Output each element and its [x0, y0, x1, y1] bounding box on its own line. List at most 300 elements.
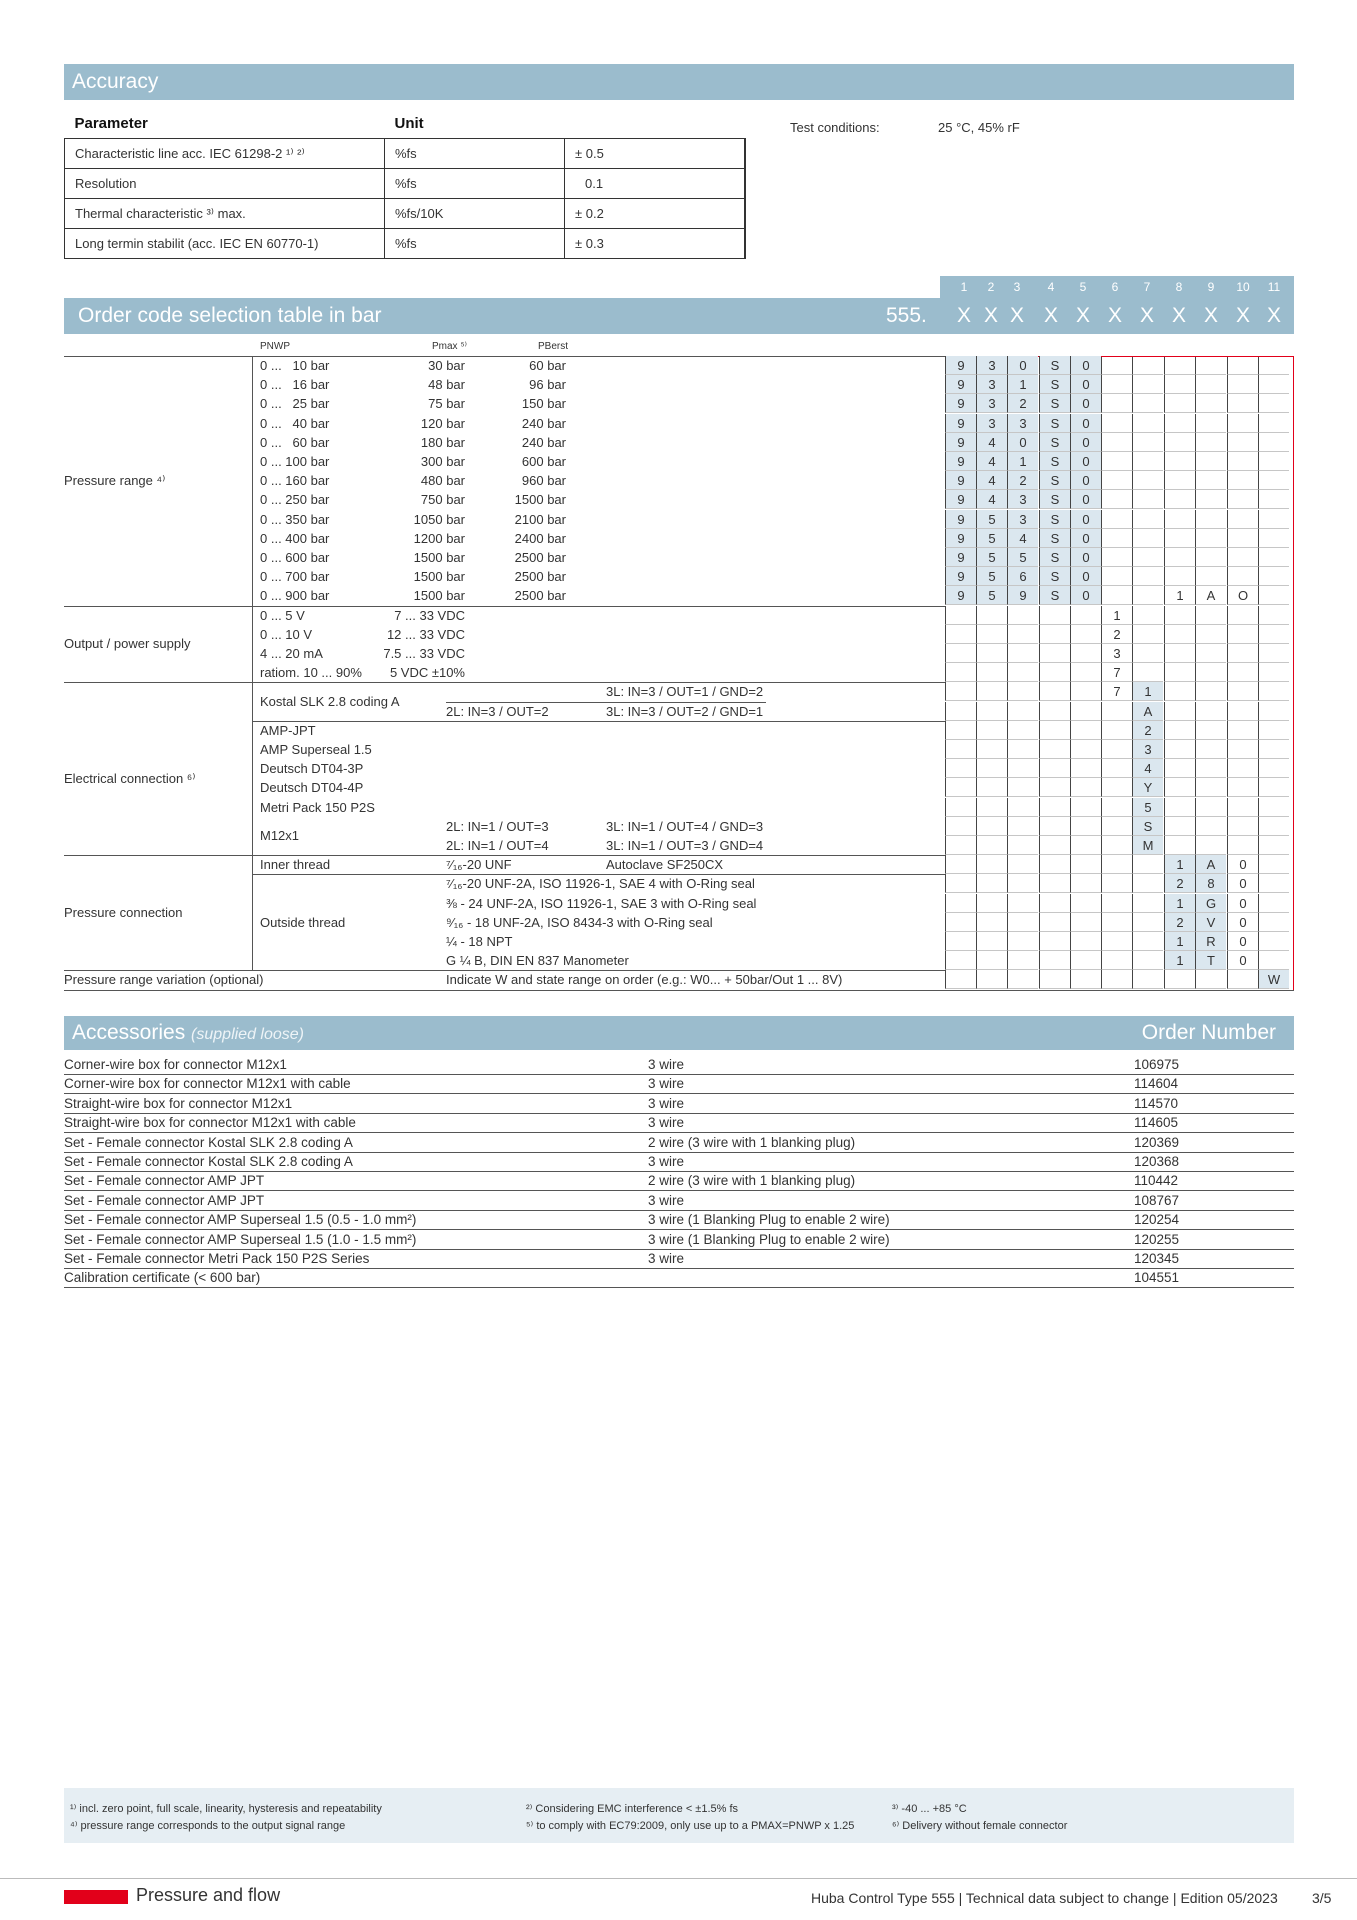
grid-cell-empty	[1039, 663, 1070, 682]
grid-cell-empty	[1101, 759, 1132, 778]
code-position-11: 11	[1259, 276, 1289, 298]
grid-cell-empty	[1070, 682, 1101, 701]
code-cell: 0	[1227, 894, 1258, 913]
kostal-2l: 2L: IN=3 / OUT=2	[446, 703, 549, 719]
grid-cell-empty	[1195, 798, 1226, 817]
accessory-row	[64, 1133, 1294, 1153]
grid-cell-empty	[945, 836, 976, 855]
code-cell: 4	[976, 452, 1007, 471]
code-cell: A	[1132, 702, 1163, 721]
accessory-order-number: 120254	[1134, 1212, 1180, 1228]
code-cell: 1	[1164, 951, 1195, 970]
accessory-name: Calibration certificate (< 600 bar)	[64, 1270, 261, 1286]
code-cell: 9	[945, 433, 976, 452]
pressure-range-value: 0 ... 250 bar	[260, 492, 330, 508]
accessories-header-bar	[64, 1016, 1294, 1050]
grid-cell-empty	[1227, 663, 1258, 682]
grid-cell-empty	[1164, 663, 1195, 682]
grid-cell-empty	[945, 817, 976, 836]
order-number-heading: Order Number	[1141, 1021, 1276, 1044]
code-cell: 9	[945, 510, 976, 529]
grid-cell-empty	[1164, 548, 1195, 567]
pressure-range-value: 0 ... 25 bar	[260, 396, 330, 412]
grid-cell-empty	[1227, 510, 1258, 529]
grid-cell-empty	[1195, 702, 1226, 721]
accessory-wire: 3 wire	[648, 1095, 685, 1111]
electrical-connection-label: Electrical connection ⁶⁾	[64, 770, 196, 786]
code-cell: 0	[1227, 874, 1258, 893]
grid-cell-empty	[1164, 394, 1195, 413]
grid-cell-empty	[1007, 721, 1038, 740]
grid-cell-empty	[1258, 759, 1289, 778]
grid-cell-empty	[945, 625, 976, 644]
grid-cell-empty	[1164, 490, 1195, 509]
code-cell: S	[1039, 567, 1070, 586]
code-cell: 0	[1070, 414, 1101, 433]
code-cell: 1	[1164, 586, 1195, 605]
code-cell: 0	[1070, 471, 1101, 490]
code-cell: O	[1227, 586, 1258, 605]
footnote-6: ⁶⁾ Delivery without female connector	[892, 1820, 1068, 1832]
accessories-subtitle: (supplied loose)	[191, 1026, 304, 1043]
grid-cell-empty	[945, 970, 976, 989]
pmax-value: 180 bar	[420, 434, 465, 450]
grid-cell-empty	[1258, 644, 1289, 663]
code-placeholder-x: X	[1139, 304, 1154, 327]
pressure-range-value: 0 ... 100 bar	[260, 454, 330, 469]
grid-cell-empty	[1227, 721, 1258, 740]
code-cell: 9	[945, 586, 976, 605]
grid-cell-empty	[1007, 970, 1038, 989]
accessory-name: Set - Female connector AMP Superseal 1.5 (1.0 - 1.5 mm²)	[64, 1231, 417, 1247]
grid-cell-empty	[976, 682, 1007, 701]
code-placeholder-x: X	[956, 304, 971, 327]
accessory-order-number: 114604	[1134, 1076, 1179, 1092]
pmax-value: 30 bar	[428, 358, 465, 373]
grid-cell-empty	[1039, 740, 1070, 759]
grid-cell-empty	[976, 874, 1007, 893]
grid-cell-empty	[1164, 356, 1195, 375]
grid-cell-empty	[1164, 375, 1195, 394]
grid-cell-empty	[1101, 913, 1132, 932]
grid-cell-empty	[1195, 778, 1226, 797]
grid-cell-empty	[1007, 836, 1038, 855]
thread-spec: G ¼ B, DIN EN 837 Manometer	[446, 953, 629, 969]
power-supply: 7.5 ... 33 VDC	[383, 646, 465, 661]
pmax-value: 750 bar	[420, 492, 465, 508]
code-cell: 0	[1070, 490, 1101, 509]
code-cell: 3	[1007, 414, 1038, 433]
grid-cell-empty	[1164, 606, 1195, 625]
output-signal: 0 ... 5 V	[260, 607, 305, 623]
grid-cell-empty	[945, 778, 976, 797]
code-cell: 5	[976, 586, 1007, 605]
grid-cell-empty	[1007, 913, 1038, 932]
grid-cell-empty	[1007, 606, 1038, 625]
code-cell: S	[1039, 529, 1070, 548]
grid-cell-empty	[1195, 510, 1226, 529]
grid-cell-empty	[1132, 606, 1163, 625]
accessory-order-number: 106975	[1134, 1057, 1180, 1072]
grid-cell-empty	[1195, 759, 1226, 778]
code-cell: 1	[1101, 606, 1132, 625]
grid-cell-empty	[976, 740, 1007, 759]
grid-cell-empty	[1164, 567, 1195, 586]
grid-cell-empty	[1132, 548, 1163, 567]
connector-name: Deutsch DT04-3P	[260, 761, 364, 777]
footer-section: Pressure and flow	[136, 1885, 281, 1905]
code-cell: W	[1258, 970, 1289, 989]
accessory-order-number: 104551	[1134, 1270, 1180, 1286]
grid-cell-empty	[976, 970, 1007, 989]
code-cell: 9	[945, 394, 976, 413]
code-cell: 8	[1195, 874, 1226, 893]
grid-cell-empty	[1070, 644, 1101, 663]
footnote-3: ³⁾ -40 ... +85 °C	[892, 1803, 967, 1815]
row-sep	[252, 874, 945, 875]
code-cell: 0	[1070, 433, 1101, 452]
accessory-wire: 2 wire (3 wire with 1 blanking plug)	[648, 1173, 856, 1189]
code-cell: 4	[1132, 759, 1163, 778]
grid-cell-empty	[1007, 625, 1038, 644]
grid-cell-empty	[1195, 529, 1226, 548]
code-cell: 2	[1164, 913, 1195, 932]
code-position-7: 7	[1132, 276, 1162, 298]
grid-cell-empty	[1039, 721, 1070, 740]
code-cell: 5	[1132, 798, 1163, 817]
grid-cell-empty	[1039, 970, 1070, 989]
pberst-value: 1500 bar	[514, 492, 566, 508]
variation-text: Indicate W and state range on order (e.g.: W0... + 50bar/Out 1 ... 8V)	[446, 972, 843, 988]
pmax-value: 300 bar	[420, 454, 465, 469]
grid-cell-empty	[1039, 798, 1070, 817]
grid-cell-empty	[1227, 375, 1258, 394]
inner-thread-label: Inner thread	[260, 857, 331, 873]
pberst-value: 150 bar	[521, 396, 566, 412]
grid-cell-empty	[1164, 836, 1195, 855]
code-cell: 0	[1227, 932, 1258, 951]
grid-cell-empty	[1132, 855, 1163, 874]
grid-cell-empty	[1258, 682, 1289, 701]
grid-cell-empty	[1007, 702, 1038, 721]
grid-cell-empty	[945, 894, 976, 913]
grid-cell-empty	[1132, 394, 1163, 413]
output-power-label: Output / power supply	[64, 636, 191, 652]
grid-cell-empty	[1195, 970, 1226, 989]
code-cell: 4	[976, 490, 1007, 509]
grid-cell-empty	[1164, 970, 1195, 989]
accessory-row	[64, 1268, 1294, 1288]
grid-cell-empty	[1101, 932, 1132, 951]
grid-cell-empty	[1258, 951, 1289, 970]
code-cell: 9	[945, 490, 976, 509]
grid-cell-empty	[1164, 702, 1195, 721]
footnote-2: ²⁾ Considering EMC interference < ±1.5% fs	[526, 1803, 739, 1815]
grid-cell-empty	[1227, 548, 1258, 567]
grid-cell-empty	[976, 606, 1007, 625]
grid-cell-empty	[1101, 798, 1132, 817]
grid-cell-empty	[1195, 567, 1226, 586]
grid-cell-empty	[1007, 740, 1038, 759]
grid-cell-empty	[1195, 375, 1226, 394]
grid-cell-empty	[1195, 817, 1226, 836]
code-cell: 7	[1101, 663, 1132, 682]
code-cell: 3	[1132, 740, 1163, 759]
code-cell: V	[1195, 913, 1226, 932]
grid-cell-empty	[1227, 778, 1258, 797]
grid-cell-empty	[1227, 567, 1258, 586]
grid-cell-empty	[1227, 452, 1258, 471]
power-supply: 5 VDC ±10%	[389, 665, 465, 681]
accessory-row	[64, 1113, 1294, 1133]
code-cell: S	[1039, 452, 1070, 471]
code-cell: 4	[976, 433, 1007, 452]
grid-cell-empty	[1227, 433, 1258, 452]
grid-cell-empty	[976, 951, 1007, 970]
accessory-name: Set - Female connector Kostal SLK 2.8 coding A	[64, 1154, 353, 1169]
grid-cell-empty	[1227, 356, 1258, 375]
grid-cell-empty	[1132, 894, 1163, 913]
pressure-range-label: Pressure range ⁴⁾	[64, 473, 166, 489]
label-col-separator	[252, 356, 253, 970]
grid-cell-empty	[1258, 663, 1289, 682]
grid-cell-empty	[976, 702, 1007, 721]
code-cell: 3	[1101, 644, 1132, 663]
code-cell: 2	[1132, 721, 1163, 740]
grid-cell-empty	[1070, 894, 1101, 913]
grid-cell-empty	[1258, 625, 1289, 644]
thread-spec: ¼ - 18 NPT	[446, 934, 513, 949]
grid-cell-empty	[976, 778, 1007, 797]
thread-spec: ⁷⁄₁₆-20 UNF-2A, ISO 11926-1, SAE 4 with O-Ring seal	[446, 876, 755, 892]
accuracy-row	[65, 199, 745, 229]
grid-cell-empty	[1039, 836, 1070, 855]
grid-cell-empty	[1164, 721, 1195, 740]
accessory-wire: 2 wire (3 wire with 1 blanking plug)	[648, 1134, 856, 1150]
grid-cell-empty	[1132, 452, 1163, 471]
code-placeholder-x: X	[1203, 304, 1218, 327]
thread-spec: ⁷⁄₁₆-20 UNF	[446, 857, 512, 873]
grid-cell-empty	[1195, 548, 1226, 567]
code-cell: S	[1039, 394, 1070, 413]
accessory-wire: 3 wire	[648, 1057, 685, 1072]
grid-cell-empty	[1070, 606, 1101, 625]
power-supply: 7 ... 33 VDC	[394, 607, 465, 623]
test-conditions-value: 25 °C, 45% rF	[938, 120, 1020, 135]
grid-cell-empty	[1101, 375, 1132, 394]
grid-cell-empty	[1039, 682, 1070, 701]
grid-cell-empty	[1039, 951, 1070, 970]
pberst-value: 2500 bar	[514, 588, 566, 604]
pressure-range-value: 0 ... 10 bar	[260, 358, 330, 373]
grid-cell-empty	[1195, 606, 1226, 625]
grid-cell-empty	[1164, 798, 1195, 817]
table-bottom	[64, 990, 1294, 991]
thread-note: Autoclave SF250CX	[606, 857, 724, 873]
grid-cell-empty	[1039, 894, 1070, 913]
code-cell: 1	[1007, 375, 1038, 394]
unit: %fs	[385, 139, 565, 169]
grid-cell-empty	[1227, 471, 1258, 490]
grid-cell-empty	[1258, 356, 1289, 375]
grid-cell-empty	[1195, 663, 1226, 682]
code-cell: 9	[1007, 586, 1038, 605]
grid-cell-empty	[1132, 970, 1163, 989]
code-cell: 3	[976, 356, 1007, 375]
grid-cell-empty	[1039, 932, 1070, 951]
code-cell: R	[1195, 932, 1226, 951]
grid-cell-empty	[1132, 433, 1163, 452]
code-cell: 2	[1007, 394, 1038, 413]
grid-cell-empty	[1070, 625, 1101, 644]
grid-cell-empty	[1164, 740, 1195, 759]
code-cell: 0	[1007, 356, 1038, 375]
connector-name: Deutsch DT04-4P	[260, 780, 364, 796]
grid-cell-empty	[1164, 433, 1195, 452]
accessory-wire: 3 wire	[648, 1115, 685, 1131]
accessory-name: Set - Female connector Kostal SLK 2.8 coding A	[64, 1134, 353, 1150]
grid-cell-empty	[1164, 817, 1195, 836]
grid-cell-empty	[976, 759, 1007, 778]
grid-cell-empty	[1007, 778, 1038, 797]
code-cell: 3	[976, 394, 1007, 413]
grid-cell-empty	[1227, 625, 1258, 644]
grid-cell-empty	[1164, 644, 1195, 663]
col-pberst: PBerst	[538, 341, 569, 352]
grid-cell-empty	[1101, 529, 1132, 548]
grid-cell-empty	[1258, 702, 1289, 721]
grid-cell-empty	[1070, 798, 1101, 817]
footnote-4: ⁴⁾ pressure range corresponds to the output signal range	[70, 1820, 346, 1832]
grid-cell-empty	[976, 721, 1007, 740]
grid-cell-empty	[1101, 874, 1132, 893]
code-cell: 5	[976, 567, 1007, 586]
thread-spec: ⅜ - 24 UNF-2A, ISO 11926-1, SAE 3 with O-Ring seal	[446, 895, 757, 911]
pmax-value: 48 bar	[428, 377, 465, 393]
grid-cell-empty	[1101, 721, 1132, 740]
code-position-1: 1	[949, 276, 979, 298]
code-cell: 0	[1007, 433, 1038, 452]
grid-cell-empty	[1132, 490, 1163, 509]
grid-cell-empty	[1101, 586, 1132, 605]
pberst-value: 240 bar	[521, 415, 566, 431]
grid-cell-empty	[976, 836, 1007, 855]
grid-cell-empty	[1164, 510, 1195, 529]
grid-cell-empty	[945, 855, 976, 874]
footnote-1: ¹⁾ incl. zero point, full scale, linearity, hysteresis and repeatability	[70, 1803, 382, 1815]
code-cell: 9	[945, 529, 976, 548]
grid-cell-empty	[1258, 778, 1289, 797]
grid-cell-empty	[1070, 874, 1101, 893]
pmax-value: 1500 bar	[413, 588, 465, 604]
code-cell: 9	[945, 548, 976, 567]
accessory-name: Set - Female connector AMP Superseal 1.5 (0.5 - 1.0 mm²)	[64, 1212, 417, 1228]
accuracy-table	[64, 108, 746, 259]
code-cell: 5	[976, 548, 1007, 567]
grid-cell-empty	[1227, 702, 1258, 721]
grid-cell-empty	[1101, 702, 1132, 721]
pressure-range-value: 0 ... 16 bar	[260, 377, 330, 393]
code-cell: 0	[1070, 394, 1101, 413]
code-position-4: 4	[1036, 276, 1066, 298]
value: ± 0.2	[565, 199, 745, 229]
row-sep	[252, 721, 945, 722]
grid-cell-empty	[1007, 817, 1038, 836]
grid-cell-empty	[1070, 721, 1101, 740]
code-cell: 1	[1164, 855, 1195, 874]
code-position-6: 6	[1100, 276, 1130, 298]
grid-cell-empty	[1258, 490, 1289, 509]
code-cell: T	[1195, 951, 1226, 970]
grid-cell-empty	[1258, 471, 1289, 490]
grid-cell-empty	[1070, 951, 1101, 970]
grid-cell-empty	[1258, 529, 1289, 548]
grid-cell-empty	[945, 644, 976, 663]
code-cell: 2	[1007, 471, 1038, 490]
code-cell: 2	[1101, 625, 1132, 644]
accessory-row	[64, 1152, 1294, 1172]
grid-cell-empty	[945, 606, 976, 625]
accessory-name: Corner-wire box for connector M12x1 with cable	[64, 1076, 351, 1092]
accessory-name: Set - Female connector AMP JPT	[64, 1192, 265, 1208]
grid-cell-empty	[1007, 759, 1038, 778]
outside-thread-label: Outside thread	[260, 914, 346, 930]
output-signal: ratiom. 10 ... 90%	[260, 665, 362, 681]
power-supply: 12 ... 33 VDC	[386, 626, 465, 642]
grid-cell-empty	[1258, 817, 1289, 836]
pberst-value: 2400 bar	[514, 530, 566, 546]
grid-cell-empty	[1070, 970, 1101, 989]
grid-cell-empty	[1132, 529, 1163, 548]
grid-cell-empty	[945, 798, 976, 817]
code-cell: A	[1195, 855, 1226, 874]
grid-cell-empty	[976, 625, 1007, 644]
value: ± 0.3	[565, 229, 745, 259]
grid-cell-empty	[976, 855, 1007, 874]
grid-cell-empty	[1070, 778, 1101, 797]
grid-cell-empty	[1039, 644, 1070, 663]
grid-cell-empty	[1039, 759, 1070, 778]
grid-cell-empty	[1007, 932, 1038, 951]
code-placeholder-x: X	[1235, 304, 1250, 327]
order-title: Order code selection table in bar	[78, 304, 382, 327]
grid-cell-empty	[1101, 567, 1132, 586]
grid-cell-empty	[1132, 510, 1163, 529]
accuracy-col-param: Parameter	[74, 114, 148, 132]
grid-cell-empty	[1164, 414, 1195, 433]
grid-cell-empty	[1227, 682, 1258, 701]
grid-cell-empty	[976, 644, 1007, 663]
grid-cell-empty	[1227, 798, 1258, 817]
code-placeholder-x: X	[1043, 304, 1058, 327]
accessory-name: Set - Female connector AMP JPT	[64, 1173, 265, 1189]
code-placeholder-x: X	[1009, 304, 1024, 327]
footer-red-mark	[64, 1890, 128, 1904]
unit: %fs	[385, 169, 565, 199]
accessory-wire: 3 wire	[648, 1192, 685, 1208]
grid-cell-empty	[1258, 798, 1289, 817]
grid-cell-empty	[1070, 663, 1101, 682]
grid-cell-empty	[1039, 778, 1070, 797]
grid-cell-empty	[1132, 356, 1163, 375]
grid-cell-empty	[1101, 894, 1132, 913]
grid-cell-empty	[1132, 625, 1163, 644]
grid-cell-empty	[976, 817, 1007, 836]
accessory-row	[64, 1249, 1294, 1269]
grid-cell-empty	[1195, 471, 1226, 490]
code-cell: S	[1132, 817, 1163, 836]
grid-cell-empty	[1132, 375, 1163, 394]
